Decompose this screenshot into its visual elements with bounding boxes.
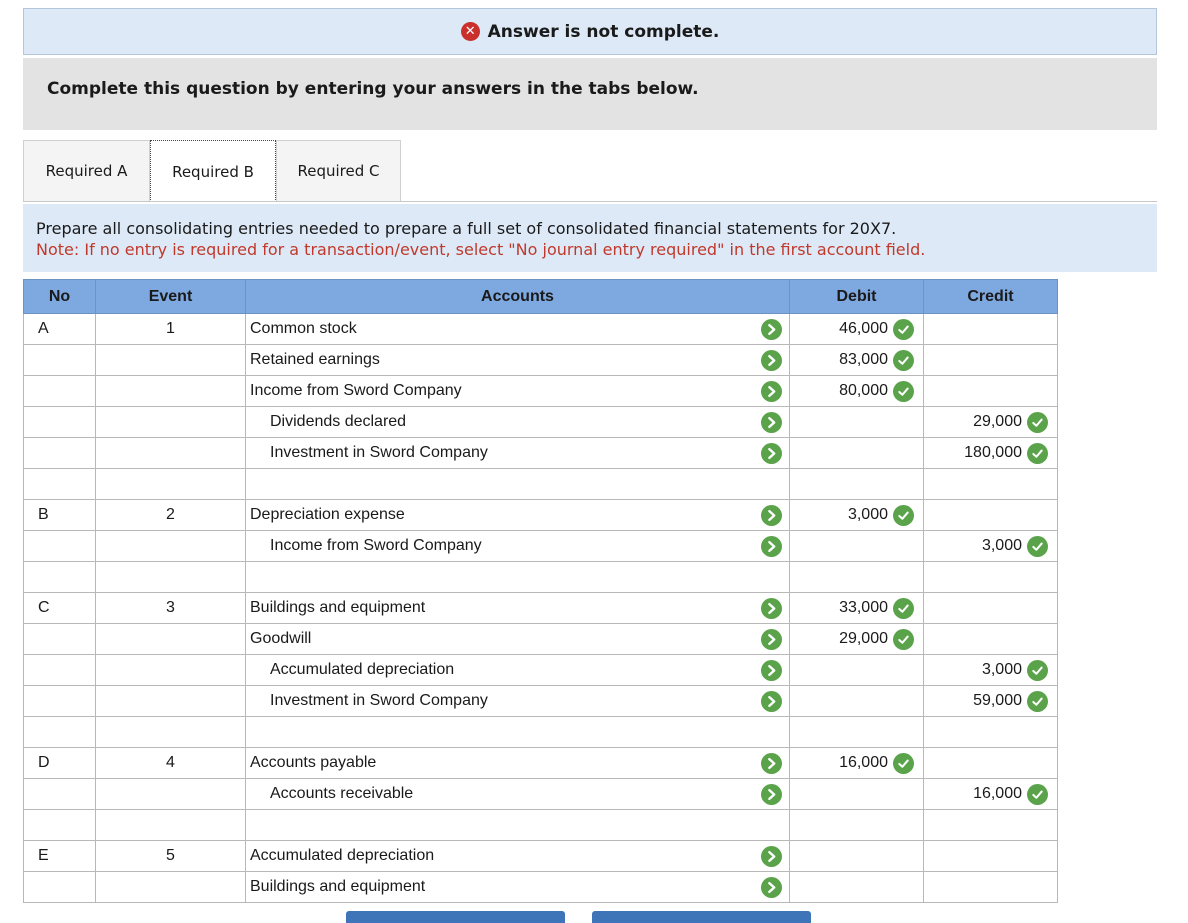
credit-input[interactable] (924, 872, 1058, 903)
account-name: Accounts payable (250, 754, 377, 771)
account-select[interactable] (246, 314, 790, 345)
debit-input[interactable] (790, 531, 924, 562)
account-name: Common stock (250, 320, 357, 337)
event-cell (96, 376, 246, 407)
account-name: Accounts receivable (270, 785, 414, 802)
event-number: 4 (166, 754, 175, 771)
dropdown-chevron-icon[interactable] (761, 443, 782, 464)
account-name: Retained earnings (250, 351, 380, 368)
table-row (24, 593, 1058, 624)
prompt-text: Prepare all consolidating entries needed to prepare a full set of consolidated financial statements for 20X7. (36, 219, 897, 238)
credit-amount: 59,000 (973, 692, 1022, 709)
entry-no-cell (24, 686, 96, 717)
table-row (24, 376, 1058, 407)
tab-label: Required A (45, 162, 128, 180)
account-select[interactable] (246, 500, 790, 531)
entry-no-cell (24, 407, 96, 438)
account-name: Income from Sword Company (250, 382, 462, 399)
account-name: Buildings and equipment (250, 599, 426, 616)
table-row (24, 841, 1058, 872)
table-row (24, 469, 1058, 500)
tab-required-b[interactable] (150, 140, 276, 202)
credit-input[interactable] (924, 531, 1058, 562)
debit-amount: 33,000 (839, 599, 888, 616)
event-cell (96, 407, 246, 438)
credit-amount: 3,000 (981, 537, 1022, 554)
table-row (24, 345, 1058, 376)
correct-check-icon (893, 350, 914, 371)
correct-check-icon (1027, 412, 1048, 433)
account-select[interactable] (246, 438, 790, 469)
account-select[interactable] (246, 345, 790, 376)
debit-input[interactable] (790, 345, 924, 376)
correct-check-icon (893, 598, 914, 619)
dropdown-chevron-icon[interactable] (761, 505, 782, 526)
dropdown-chevron-icon[interactable] (761, 319, 782, 340)
correct-check-icon (893, 319, 914, 340)
event-cell (96, 717, 246, 748)
answer-status-text: Answer is not complete. (487, 21, 720, 42)
entry-no-cell (24, 314, 96, 345)
correct-check-icon (893, 629, 914, 650)
table-row (24, 655, 1058, 686)
dropdown-chevron-icon[interactable] (761, 381, 782, 402)
event-cell (96, 872, 246, 903)
account-select[interactable] (246, 810, 790, 841)
debit-input[interactable] (790, 686, 924, 717)
event-cell (96, 841, 246, 872)
table-row (24, 531, 1058, 562)
tab-label: Required C (297, 162, 380, 180)
entry-no-cell (24, 345, 96, 376)
event-cell (96, 345, 246, 376)
account-select[interactable] (246, 872, 790, 903)
tab-required-a[interactable] (23, 140, 150, 202)
account-select[interactable] (246, 469, 790, 500)
event-cell (96, 593, 246, 624)
event-cell (96, 686, 246, 717)
credit-input[interactable] (924, 593, 1058, 624)
event-number: 2 (166, 506, 175, 523)
table-header-row (24, 280, 1058, 314)
credit-input[interactable] (924, 562, 1058, 593)
account-select[interactable] (246, 562, 790, 593)
account-select[interactable] (246, 779, 790, 810)
instructions-text: Complete this question by entering your answers in the tabs below. (47, 79, 699, 99)
table-row (24, 686, 1058, 717)
entry-no-cell (24, 717, 96, 748)
entry-no-cell (24, 531, 96, 562)
entry-no-cell (24, 624, 96, 655)
table-row (24, 500, 1058, 531)
debit-amount: 16,000 (839, 754, 888, 771)
credit-input[interactable] (924, 810, 1058, 841)
close-icon: ✕ (461, 22, 480, 41)
account-select[interactable] (246, 407, 790, 438)
dropdown-chevron-icon[interactable] (761, 629, 782, 650)
account-select[interactable] (246, 748, 790, 779)
entry-no-cell (24, 562, 96, 593)
table-row (24, 438, 1058, 469)
account-select[interactable] (246, 531, 790, 562)
account-name: Dividends declared (270, 413, 407, 430)
account-name: Investment in Sword Company (270, 692, 488, 709)
debit-amount: 3,000 (847, 506, 888, 523)
prev-button[interactable] (346, 911, 565, 923)
debit-input[interactable] (790, 655, 924, 686)
credit-input[interactable] (924, 748, 1058, 779)
event-cell (96, 438, 246, 469)
event-cell (96, 469, 246, 500)
table-row (24, 872, 1058, 903)
entry-no-cell (24, 779, 96, 810)
entry-no: A (38, 320, 49, 337)
question-prompt (23, 204, 1157, 272)
credit-input[interactable] (924, 717, 1058, 748)
entry-no-cell (24, 469, 96, 500)
table-row (24, 407, 1058, 438)
credit-amount: 180,000 (964, 444, 1022, 461)
event-cell (96, 562, 246, 593)
prompt-note: Note: If no entry is required for a transaction/event, select "No journal entry required" in the first account field. (36, 240, 926, 259)
event-number: 5 (166, 847, 175, 864)
dropdown-chevron-icon[interactable] (761, 784, 782, 805)
entry-no-cell (24, 655, 96, 686)
credit-input[interactable] (924, 407, 1058, 438)
correct-check-icon (893, 753, 914, 774)
credit-input[interactable] (924, 624, 1058, 655)
account-select[interactable] (246, 624, 790, 655)
debit-input[interactable] (790, 562, 924, 593)
debit-input[interactable] (790, 500, 924, 531)
dropdown-chevron-icon[interactable] (761, 846, 782, 867)
event-cell (96, 531, 246, 562)
dropdown-chevron-icon[interactable] (761, 350, 782, 371)
account-select[interactable] (246, 717, 790, 748)
debit-input[interactable] (790, 314, 924, 345)
credit-input[interactable] (924, 438, 1058, 469)
credit-input[interactable] (924, 655, 1058, 686)
header-event: Event (96, 280, 246, 314)
credit-input[interactable] (924, 686, 1058, 717)
debit-amount: 46,000 (839, 320, 888, 337)
instructions-panel (23, 58, 1157, 130)
entry-no-cell (24, 872, 96, 903)
credit-input[interactable] (924, 314, 1058, 345)
account-name: Accumulated depreciation (270, 661, 455, 678)
credit-input[interactable] (924, 376, 1058, 407)
account-select[interactable] (246, 593, 790, 624)
entry-no-cell (24, 593, 96, 624)
header-credit: Credit (924, 280, 1058, 314)
event-cell (96, 624, 246, 655)
credit-input[interactable] (924, 779, 1058, 810)
debit-input[interactable] (790, 376, 924, 407)
debit-input[interactable] (790, 407, 924, 438)
correct-check-icon (1027, 691, 1048, 712)
entry-no-cell (24, 438, 96, 469)
answer-status-banner (23, 8, 1157, 55)
event-cell (96, 314, 246, 345)
account-select[interactable] (246, 655, 790, 686)
tab-label: Required B (172, 162, 254, 181)
dropdown-chevron-icon[interactable] (761, 660, 782, 681)
table-row (24, 810, 1058, 841)
credit-input[interactable] (924, 841, 1058, 872)
dropdown-chevron-icon[interactable] (761, 691, 782, 712)
table-row (24, 562, 1058, 593)
dropdown-chevron-icon[interactable] (761, 753, 782, 774)
account-name: Investment in Sword Company (270, 444, 488, 461)
entry-no: E (38, 847, 49, 864)
entry-no: D (38, 754, 50, 771)
correct-check-icon (893, 505, 914, 526)
credit-input[interactable] (924, 345, 1058, 376)
header-accounts: Accounts (246, 280, 790, 314)
credit-input[interactable] (924, 469, 1058, 500)
account-name: Goodwill (250, 630, 312, 647)
entry-no: C (38, 599, 50, 616)
table-row (24, 779, 1058, 810)
debit-amount: 29,000 (839, 630, 888, 647)
credit-amount: 3,000 (981, 661, 1022, 678)
debit-amount: 83,000 (839, 351, 888, 368)
debit-input[interactable] (790, 593, 924, 624)
debit-input[interactable] (790, 748, 924, 779)
account-name: Income from Sword Company (270, 537, 482, 554)
debit-input[interactable] (790, 810, 924, 841)
event-number: 3 (166, 599, 175, 616)
dropdown-chevron-icon[interactable] (761, 536, 782, 557)
credit-input[interactable] (924, 500, 1058, 531)
entry-no-cell (24, 500, 96, 531)
debit-input[interactable] (790, 717, 924, 748)
table-row (24, 717, 1058, 748)
dropdown-chevron-icon[interactable] (761, 598, 782, 619)
account-select[interactable] (246, 686, 790, 717)
correct-check-icon (1027, 660, 1048, 681)
journal-entry-table (23, 279, 1058, 903)
event-cell (96, 748, 246, 779)
debit-input[interactable] (790, 841, 924, 872)
correct-check-icon (893, 381, 914, 402)
entry-no-cell (24, 810, 96, 841)
debit-input[interactable] (790, 469, 924, 500)
next-button[interactable] (592, 911, 811, 923)
entry-no-cell (24, 376, 96, 407)
event-cell (96, 500, 246, 531)
account-name: Accumulated depreciation (250, 847, 435, 864)
correct-check-icon (1027, 443, 1048, 464)
table-row (24, 314, 1058, 345)
account-select[interactable] (246, 376, 790, 407)
tab-divider (23, 201, 1157, 202)
account-name: Depreciation expense (250, 506, 405, 523)
entry-no: B (38, 506, 49, 523)
event-cell (96, 810, 246, 841)
debit-amount: 80,000 (839, 382, 888, 399)
correct-check-icon (1027, 536, 1048, 557)
credit-amount: 29,000 (973, 413, 1022, 430)
header-no: No (24, 280, 96, 314)
table-row (24, 624, 1058, 655)
account-select[interactable] (246, 841, 790, 872)
event-cell (96, 779, 246, 810)
entry-no-cell (24, 748, 96, 779)
debit-input[interactable] (790, 779, 924, 810)
credit-amount: 16,000 (973, 785, 1022, 802)
debit-input[interactable] (790, 872, 924, 903)
header-debit: Debit (790, 280, 924, 314)
tab-required-c[interactable] (276, 140, 401, 202)
event-cell (96, 655, 246, 686)
account-name: Buildings and equipment (250, 878, 426, 895)
correct-check-icon (1027, 784, 1048, 805)
dropdown-chevron-icon[interactable] (761, 412, 782, 433)
event-number: 1 (166, 320, 175, 337)
debit-input[interactable] (790, 624, 924, 655)
table-row (24, 748, 1058, 779)
entry-no-cell (24, 841, 96, 872)
debit-input[interactable] (790, 438, 924, 469)
dropdown-chevron-icon[interactable] (761, 877, 782, 898)
